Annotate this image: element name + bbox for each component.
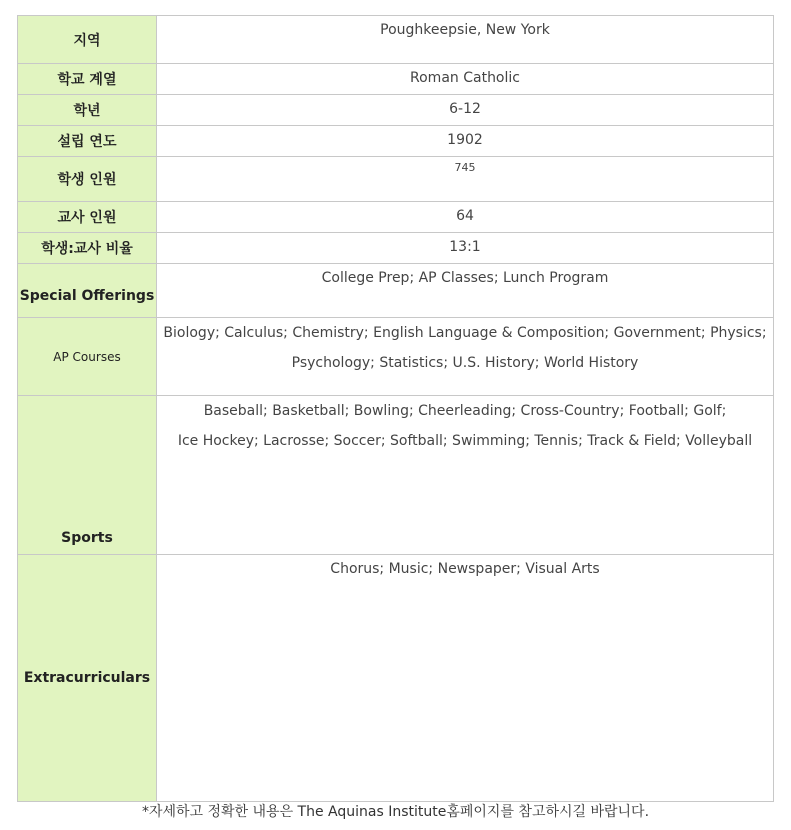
table-row-special-offerings xyxy=(18,264,774,318)
row-label: 학생 인원 xyxy=(18,157,157,202)
row-value: 745 xyxy=(157,157,774,202)
row-value xyxy=(157,396,774,555)
table-row-extracurriculars xyxy=(18,555,774,802)
table-row-ap-courses xyxy=(18,318,774,396)
row-label: Extracurriculars xyxy=(18,555,157,802)
table-row-founded xyxy=(18,126,774,157)
row-value: Roman Catholic xyxy=(157,64,774,95)
row-value: 1902 xyxy=(157,126,774,157)
row-label: 학교 계열 xyxy=(18,64,157,95)
table-row-grades xyxy=(18,95,774,126)
value-line: Ice Hockey; Lacrosse; Soccer; Softball; Swimming; Tennis; Track & Field; Volleyball xyxy=(177,433,753,449)
row-label: 설립 연도 xyxy=(18,126,157,157)
table-row-ratio xyxy=(18,233,774,264)
row-label: AP Courses xyxy=(18,318,157,396)
value-line: Biology; Calculus; Chemistry; English Language & Composition; Government; Physics; xyxy=(163,325,767,341)
row-label: 교사 인원 xyxy=(18,202,157,233)
row-value: Poughkeepsie, New York xyxy=(157,16,774,64)
table-row-teachers xyxy=(18,202,774,233)
row-value: 64 xyxy=(157,202,774,233)
row-label: Special Offerings xyxy=(18,264,157,318)
footnote: *자세하고 정확한 내용은 The Aquinas Institute홈페이지를 참고하시길 바랍니다. xyxy=(141,804,650,820)
table-row-location xyxy=(18,16,774,64)
row-value: 6-12 xyxy=(157,95,774,126)
table-row-sports xyxy=(18,396,774,555)
school-info-table xyxy=(17,15,774,802)
table-row-students xyxy=(18,157,774,202)
row-value: 13:1 xyxy=(157,233,774,264)
row-value xyxy=(157,318,774,396)
row-value: College Prep; AP Classes; Lunch Program xyxy=(157,264,774,318)
value-line: Baseball; Basketball; Bowling; Cheerleading; Cross-Country; Football; Golf; xyxy=(203,403,727,419)
value-line: Psychology; Statistics; U.S. History; World History xyxy=(291,355,639,371)
row-label: Sports xyxy=(18,396,157,555)
school-info-table-wrapper xyxy=(17,15,774,802)
row-label: 지역 xyxy=(18,16,157,64)
row-label: 학생:교사 비율 xyxy=(18,233,157,264)
table-row-affiliation xyxy=(18,64,774,95)
row-value: Chorus; Music; Newspaper; Visual Arts xyxy=(157,555,774,802)
row-label: 학년 xyxy=(18,95,157,126)
